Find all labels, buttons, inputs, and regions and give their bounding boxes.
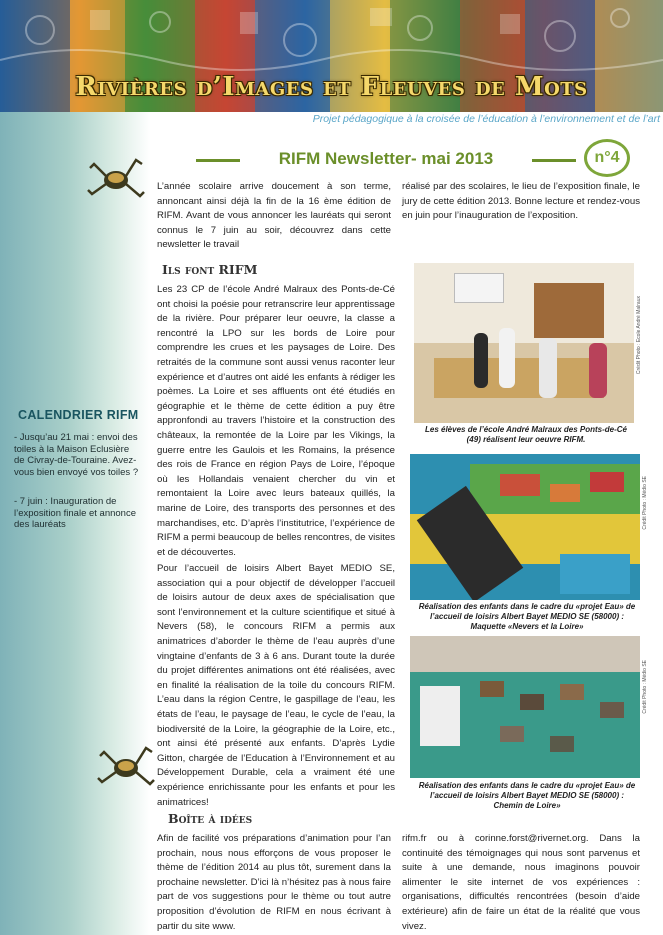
heading-rule xyxy=(196,159,240,162)
frog-icon xyxy=(96,738,156,794)
photo-caption: Réalisation des enfants dans le cadre du «projet Eau» de l’accueil de loisirs Albert Bayet MEDIO SE (58000) : Chemin de Loire» xyxy=(418,781,636,810)
calendar-title: CALENDRIER RIFM xyxy=(18,408,139,422)
calendar-item: - 7 juin : Inauguration de l’exposition finale et annonce des lauréats xyxy=(14,496,137,530)
section2-col2: rifm.fr ou à corinne.forst@rivernet.org. Dans la continuité des témoignages qui nous sont parvenus et suite à une demande, nous imaginons pouvoir alimenter le site internet de vos expériences : organisations, difficultés rencontrées (besoin d’aide extérieure) afin de faire un état de la réalité que vous vivez. xyxy=(402,833,640,932)
intro-col1: L’année scolaire arrive doucement à son terme, annoncant ainsi déjà la fin de la 16 ème édition de RIFM. Avant de vous annoncer les lauréats qui seront connus le 7 juin au soir, découvrez dans cette newsletter le travail xyxy=(157,181,391,251)
section-title-boite-a-idees: Boîte à idées xyxy=(168,811,253,826)
section-title-ils-font-rifm: Ils font RIFM xyxy=(162,262,258,277)
newsletter-heading xyxy=(196,149,576,169)
photo-maquette xyxy=(410,454,640,600)
issue-badge: n°4 xyxy=(584,139,630,177)
photo-credit: Crédit Photo : Médio SE xyxy=(642,476,648,530)
photo-chemin-de-loire xyxy=(410,636,640,778)
calendar-item: - Jusqu’au 21 mai : envoi des toiles à la Maison Eclusière de Civray-de-Touraine. Avez-vous bien envoyé vos toiles ? xyxy=(14,432,139,478)
section2-col1: Afin de facilité vos préparations d’animation pour l’an prochain, nous nous efforçons de vous proposer le thème de l’édition 2014 au plus tôt, surement dans la prochaine newsletter. D’ici là n’hésitez pas à nous faire part de vos suggestions pour le thème ou tout autre proposition d’évolution de RIFM en nous écrivant à partir du site www. xyxy=(157,833,391,932)
frog-icon xyxy=(86,150,146,206)
section1-paragraph1: Les 23 CP de l’école André Malraux des Ponts-de-Cé ont choisi la poésie pour retranscrire leur apprentissage de la rivière. Pour préparer leur oeuvre, la classe a rencontré la LPO sur les bords de Loire pour comprendre les crues et les paysages de Loire. Des retraités de la commune sont aussi venus raconter leur expérience et d’autres ont aidé les enfants à rédiger les poèmes. La Loire et ses affluents ont été étudiés en géographie et le thème de cette édition a puy être appronfondi au travers l’histoire et la construction des châteaux, la remontée de la Loire par les Vikings, la guerre entre les Gaulois et les Romains, la présence des rois de France en région Pays de Loire, l’époque où les Hollandais venaient chercher du vin et remontaient la Loire avec leurs bateaux quillés, la marine de Loire, des transports des personnes et des marchandises, etc. D’après l’institutrice, l’expérience de RIFM a permi beaucoup de belles rencontres, de visites et de découvertes. xyxy=(157,284,395,558)
intro-col2: réalisé par des scolaires, le lieu de l’exposition finale, le jury de cette édition 2013. Bonne lecture et rendez-vous en juin pour l’inauguration de l’exposition. xyxy=(402,181,640,222)
tagline: Projet pédagogique à la croisée de l’éducation à l’environnement et de l’art xyxy=(312,113,660,125)
heading-rule xyxy=(532,159,576,162)
newsletter-title: RIFM Newsletter- mai 2013 xyxy=(278,149,494,168)
header-banner xyxy=(0,0,663,112)
banner-title: Rivières d’Images et Fleuves de Mots xyxy=(75,72,588,102)
photo-caption: Les élèves de l’école André Malraux des Ponts-de-Cé (49) réalisent leur oeuvre RIFM. xyxy=(425,425,627,444)
photo-caption: Réalisation des enfants dans le cadre du «projet Eau» de l’accueil de loisirs Albert Bayet MEDIO SE (58000) : Maquette «Nevers et la Loire» xyxy=(418,602,636,631)
photo-credit: Crédit Photo : Médio SE xyxy=(642,660,648,714)
section1-paragraph2: Pour l’accueil de loisirs Albert Bayet MEDIO SE, association qui a pour objectif de développer l’accueil de loisirs autour de deux axes de spécialisation que sont l’environnement et la culture scientifique et situé à Nevers (58), le concours RIFM a permis aux animatrices d’aborder le thème de l’eau auprès d’une vingtaine d’enfants de 3 à 6 ans. Durant toute la durée du projet différentes animations ont été réalisées, avec en finalité la réalisation de la toile du concours RIFM. L’eau dans la région Centre, le gaspillage de l’eau, les états de l’eau, le paysage de l’eau, le cycle de l’eau, la biodiversité de la Loire, la géographie de la Loire, etc., ont ainsi été présenté aux enfants. D’après Lydie Gitton, chargée de l’Education à l’Environnement et au Développement Durable, cela a vraiment été une expérience enrichissante pour les enfants et pour les animatrices! xyxy=(157,563,395,808)
photo-credit: Crédit Photo : Ecole André Malraux xyxy=(636,296,642,375)
photo-classroom xyxy=(414,263,634,423)
